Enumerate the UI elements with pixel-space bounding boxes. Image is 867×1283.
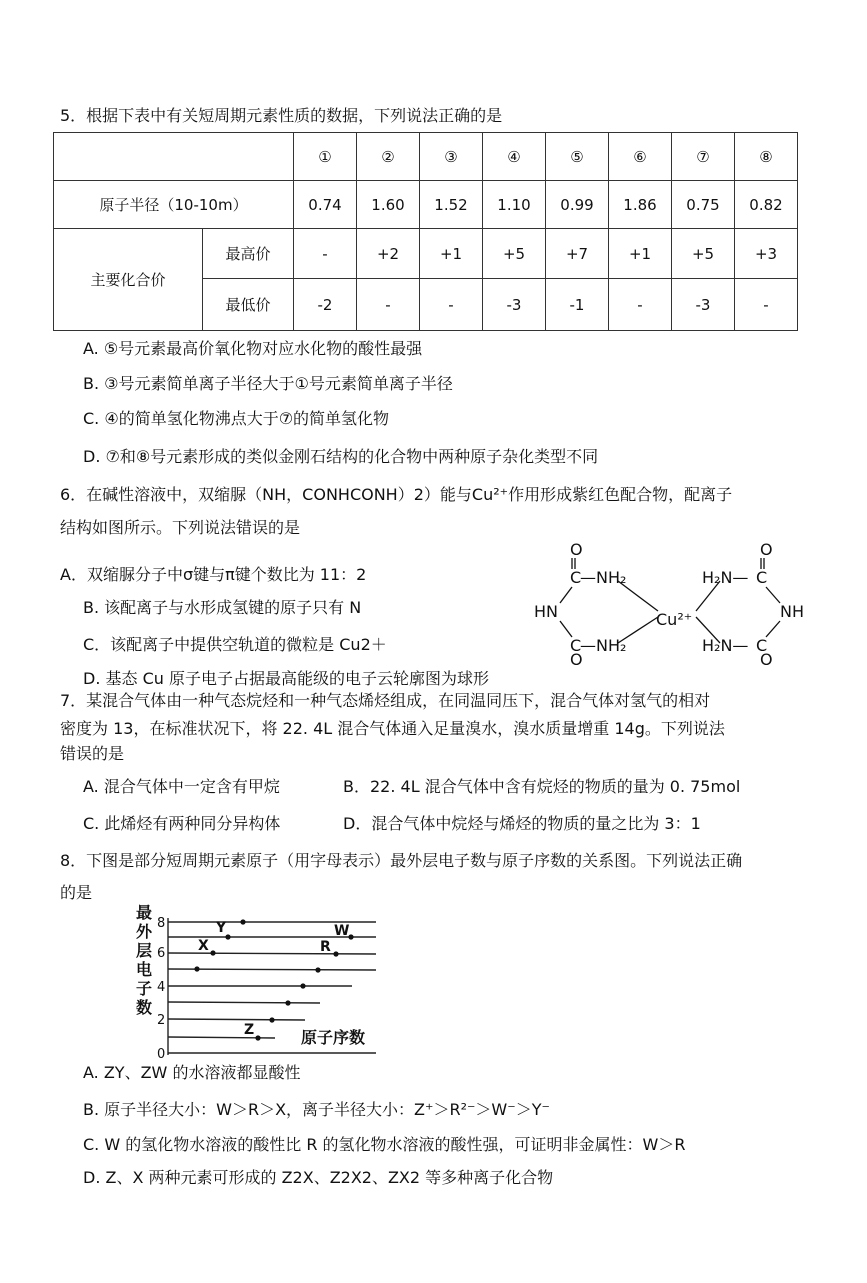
q7-stem-line1: 7．某混合气体由一种气态烷烃和一种气态烯烃组成，在同温同压下，混合气体对氢气的相对 [60, 691, 711, 710]
fig-c-bottom-right: C [756, 636, 768, 655]
q8-option-b: B. 原子半径大小：W＞R＞X，离子半径大小：Z⁺＞R²⁻＞W⁻＞Y⁻ [83, 1100, 550, 1119]
point-label-w: W [334, 923, 350, 939]
data-point [285, 1000, 290, 1005]
min-valence-cell: -1 [546, 279, 609, 331]
max-valence-cell: +5 [483, 229, 546, 279]
ytick-4: 4 [157, 980, 166, 995]
fig-c-top-right: C [756, 568, 768, 587]
fig-h2n-bottom-right: H₂N— [702, 636, 749, 655]
q6-stem-ion: Cu²⁺ [471, 485, 509, 504]
q7-stem-line2: 密度为 13，在标准状况下，将 22. 4L 混合气体通入足量溴水，溴水质量增重 14g。下列说法 [60, 719, 725, 738]
data-point [240, 919, 245, 924]
fig-o-bottom-right: O [760, 650, 773, 665]
max-valence-cell: +7 [546, 229, 609, 279]
col-header-8: ⑧ [735, 133, 798, 181]
ytick-8: 8 [157, 916, 166, 931]
max-valence-cell: - [294, 229, 357, 279]
q5-option-a: A. ⑤号元素最高价氧化物对应水化物的酸性最强 [83, 339, 423, 358]
fig-nh2-bottom-left: —NH₂ [580, 636, 627, 655]
q8-option-a: A. ZY、ZW 的水溶液都显酸性 [83, 1063, 301, 1082]
col-header-3: ③ [420, 133, 483, 181]
fig-c-bottom-left: C [570, 636, 582, 655]
data-point [194, 966, 199, 971]
xlabel: 原子序数 [301, 1028, 366, 1047]
q8-stem-line1: 8．下图是部分短周期元素原子（用字母表示）最外层电子数与原子序数的关系图。下列说法正确 [60, 851, 743, 870]
q5-option-c: C. ④的简单氢化物沸点大于⑦的简单氢化物 [83, 409, 390, 428]
point-label-x: X [198, 938, 209, 954]
col-header-2: ② [357, 133, 420, 181]
fig-bond [766, 621, 780, 637]
min-valence-cell: -3 [483, 279, 546, 331]
data-point [269, 1017, 274, 1022]
ytick-6: 6 [157, 946, 166, 961]
q5-option-d: D. ⑦和⑧号元素形成的类似金刚石结构的化合物中两种原子杂化类型不同 [83, 447, 599, 466]
ylabel-char: 外 [136, 922, 153, 941]
col-header-4: ④ [483, 133, 546, 181]
q5-option-b: B. ③号元素简单离子半径大于①号元素简单离子半径 [83, 374, 453, 393]
data-point [255, 1035, 260, 1040]
min-valence-cell: - [735, 279, 798, 331]
q8-option-c: C. W 的氢化物水溶液的酸性比 R 的氢化物水溶液的酸性强，可证明非金属性：W＞R [83, 1135, 686, 1154]
q7-stem-line3: 错误的是 [60, 744, 125, 763]
q6-stem-line2: 结构如图所示。下列说法错误的是 [60, 518, 301, 537]
radius-cell: 0.74 [294, 181, 357, 229]
min-valence-label: 最低价 [203, 279, 294, 331]
max-valence-cell: +3 [735, 229, 798, 279]
max-valence-cell: +5 [672, 229, 735, 279]
ylabel-char: 层 [136, 941, 153, 960]
ylabel-char: 最 [136, 903, 153, 922]
element-property-table [53, 132, 798, 331]
q6-option-d: D. 基态 Cu 原子电子占据最高能级的电子云轮廓图为球形 [83, 669, 489, 688]
q6-stem-post: 作用形成紫红色配合物，配离子 [508, 485, 733, 504]
data-point [210, 950, 215, 955]
ylabel-char: 数 [136, 998, 153, 1017]
min-valence-cell: -3 [672, 279, 735, 331]
fig-bond [618, 581, 658, 611]
q6-option-a: A．双缩脲分子中σ键与π键个数比为 11：2 [60, 565, 367, 584]
q7-option-a: A. 混合气体中一定含有甲烷 [83, 777, 280, 796]
q7-option-d: D．混合气体中烷烃与烯烃的物质的量之比为 3：1 [343, 814, 701, 833]
col-header-7: ⑦ [672, 133, 735, 181]
radius-cell: 1.86 [609, 181, 672, 229]
ytick-0: 0 [157, 1047, 166, 1062]
fig-hn-left: HN [534, 602, 558, 621]
max-valence-label: 最高价 [203, 229, 294, 279]
radius-cell: 1.60 [357, 181, 420, 229]
fig-c-top-left: C [570, 568, 582, 587]
radius-cell: 0.82 [735, 181, 798, 229]
min-valence-cell: - [357, 279, 420, 331]
fig-bond [766, 587, 780, 603]
fig-o-bottom-left: O [570, 650, 583, 665]
radius-label: 原子半径（10-10m） [54, 181, 294, 229]
q6-stem-pre: 6．在碱性溶液中，双缩脲（NH，CONHCONH）2）能与 [60, 485, 472, 504]
fig-o-top-left: O [570, 540, 583, 559]
q5-stem: 5．根据下表中有关短周期元素性质的数据，下列说法正确的是 [60, 106, 503, 125]
min-valence-cell: - [609, 279, 672, 331]
level-line [168, 1019, 305, 1020]
radius-cell: 0.99 [546, 181, 609, 229]
q6-option-b: B. 该配离子与水形成氢键的原子只有 N [83, 598, 362, 617]
data-point [300, 983, 305, 988]
col-header-6: ⑥ [609, 133, 672, 181]
data-point [333, 951, 338, 956]
fig-nh-right: NH [780, 602, 804, 621]
data-point [315, 967, 320, 972]
point-label-y: Y [216, 920, 227, 936]
q6-stem-line1 [60, 484, 732, 506]
ylabel-char: 子 [136, 979, 153, 998]
fig-bond [560, 587, 572, 603]
col-header-5: ⑤ [546, 133, 609, 181]
min-valence-cell: - [420, 279, 483, 331]
q8-stem-line2: 的是 [60, 883, 93, 902]
col-header-1: ① [294, 133, 357, 181]
max-valence-cell: +1 [420, 229, 483, 279]
radius-cell: 0.75 [672, 181, 735, 229]
max-valence-cell: +1 [609, 229, 672, 279]
min-valence-cell: -2 [294, 279, 357, 331]
q7-option-c: C. 此烯烃有两种同分异构体 [83, 814, 281, 833]
data-point [225, 934, 230, 939]
fig-bond [618, 617, 658, 643]
fig-cu-ion: Cu²⁺ [656, 610, 693, 629]
point-label-r: R [320, 939, 331, 955]
fig-o-top-right: O [760, 540, 773, 559]
table-corner [54, 133, 294, 181]
radius-cell: 1.10 [483, 181, 546, 229]
fig-nh2-top-left: —NH₂ [580, 568, 627, 587]
ylabel-char: 电 [136, 960, 153, 979]
q7-option-b: B．22. 4L 混合气体中含有烷烃的物质的量为 0. 75mol [343, 777, 741, 796]
ytick-2: 2 [157, 1013, 166, 1028]
max-valence-cell: +2 [357, 229, 420, 279]
biuret-copper-complex-figure [530, 535, 820, 665]
valence-label: 主要化合价 [54, 229, 203, 331]
fig-bond [560, 621, 572, 637]
fig-h2n-top-right: H₂N— [702, 568, 749, 587]
q8-option-d: D. Z、X 两种元素可形成的 Z2X、Z2X2、ZX2 等多种离子化合物 [83, 1168, 554, 1187]
outer-electron-chart [130, 900, 390, 1065]
point-label-z: Z [244, 1022, 255, 1038]
q6-option-c: C．该配离子中提供空轨道的微粒是 Cu2＋ [83, 635, 387, 654]
level-line [168, 1002, 320, 1003]
radius-cell: 1.52 [420, 181, 483, 229]
